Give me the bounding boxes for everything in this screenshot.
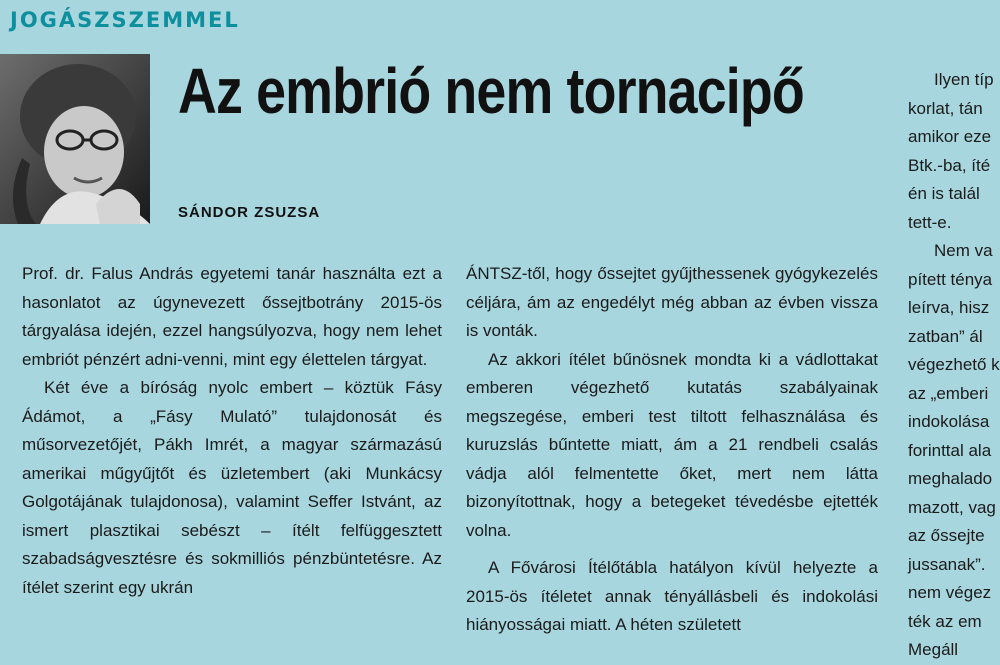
column-line: jussanak”.: [908, 554, 986, 574]
column-line: nem végez: [908, 583, 992, 602]
section-label: JOGÁSZSZEMMEL: [10, 8, 240, 32]
column-line: tett-e.: [908, 212, 952, 232]
article-column-1: [22, 260, 442, 602]
column-line: leírva, hisz: [908, 298, 990, 317]
column-line: az őssejte: [908, 526, 985, 545]
author-portrait-image: [0, 54, 150, 224]
column-line: Nem va: [934, 241, 993, 260]
headline: Az embrió nem tornacipő: [178, 55, 804, 127]
column-line: indokolása: [908, 412, 990, 431]
column-line: mazott, vag: [908, 497, 996, 517]
paragraph: A Fővárosi Ítélőtábla hatályon kívül helyezte a 2015-ös ítéletet annak tényállásbeli és indokolási hiányosságai miatt. A héten született: [466, 558, 878, 634]
column-line: meghalado: [908, 469, 993, 488]
author-photo: [0, 54, 150, 224]
paragraph: ÁNTSZ-től, hogy őssejtet gyűjthessenek gyógykezelés céljára, ám az engedélyt még abban az évben vissza is vonták.: [466, 264, 878, 340]
column-line: az „emberi: [908, 383, 989, 403]
column-line: Btk.-ba, íté: [908, 155, 991, 175]
column-line: végezhető k: [908, 355, 1000, 374]
column-line: zatban” ál: [908, 326, 983, 346]
paragraph: Két éve a bíróság nyolc embert – köztük Fásy Ádámot, a „Fásy Mulató” tulajdonosát és műsorvezetőjét, Pákh Imrét, a magyar származású amerikai műgyűjtőt és üzletembert (aki Munkácsy Golgotájának tulajdonosa), valamint Seffer Istvánt, az ismert plasztikai sebészt – ítélt felfüggesztett szabadságvesztésre és sokmilliós pénzbüntetésre. Az ítélet szerint egy ukrán: [22, 378, 442, 597]
column-line: Ilyen típ: [934, 70, 994, 89]
column-line: én is talál: [908, 184, 980, 203]
column-line: pített ténya: [908, 269, 993, 289]
column-line: Megáll: [908, 640, 959, 659]
column-line: korlat, tán: [908, 98, 983, 118]
author-byline: SÁNDOR ZSUZSA: [178, 204, 321, 221]
column-line: forinttal ala: [908, 440, 992, 460]
article-column-2: [466, 260, 878, 640]
paragraph: Az akkori ítélet bűnösnek mondta ki a vádlottakat emberen végezhető kutatás szabályainak megszegése, emberi test tiltott felhasználása és kuruzslás bűntette miatt, ám a 21 rendbeli csalás vádja alól felmentette őket, mert nem látta bizonyítottnak, hogy a betegeket tévedésbe ejtették volna.: [466, 349, 878, 540]
column-line: amikor eze: [908, 127, 992, 146]
article-column-3-cropped: [908, 66, 1000, 665]
paragraph: Prof. dr. Falus András egyetemi tanár használta ezt a hasonlatot az úgynevezett őssejtbotrány 2015-ös tárgyalása idején, ezzel hangsúlyozva, hogy nem lehet embriót pénzért adni-venni, mint egy élettelen tárgyat.: [22, 264, 442, 369]
column-line: ték az em: [908, 611, 982, 631]
